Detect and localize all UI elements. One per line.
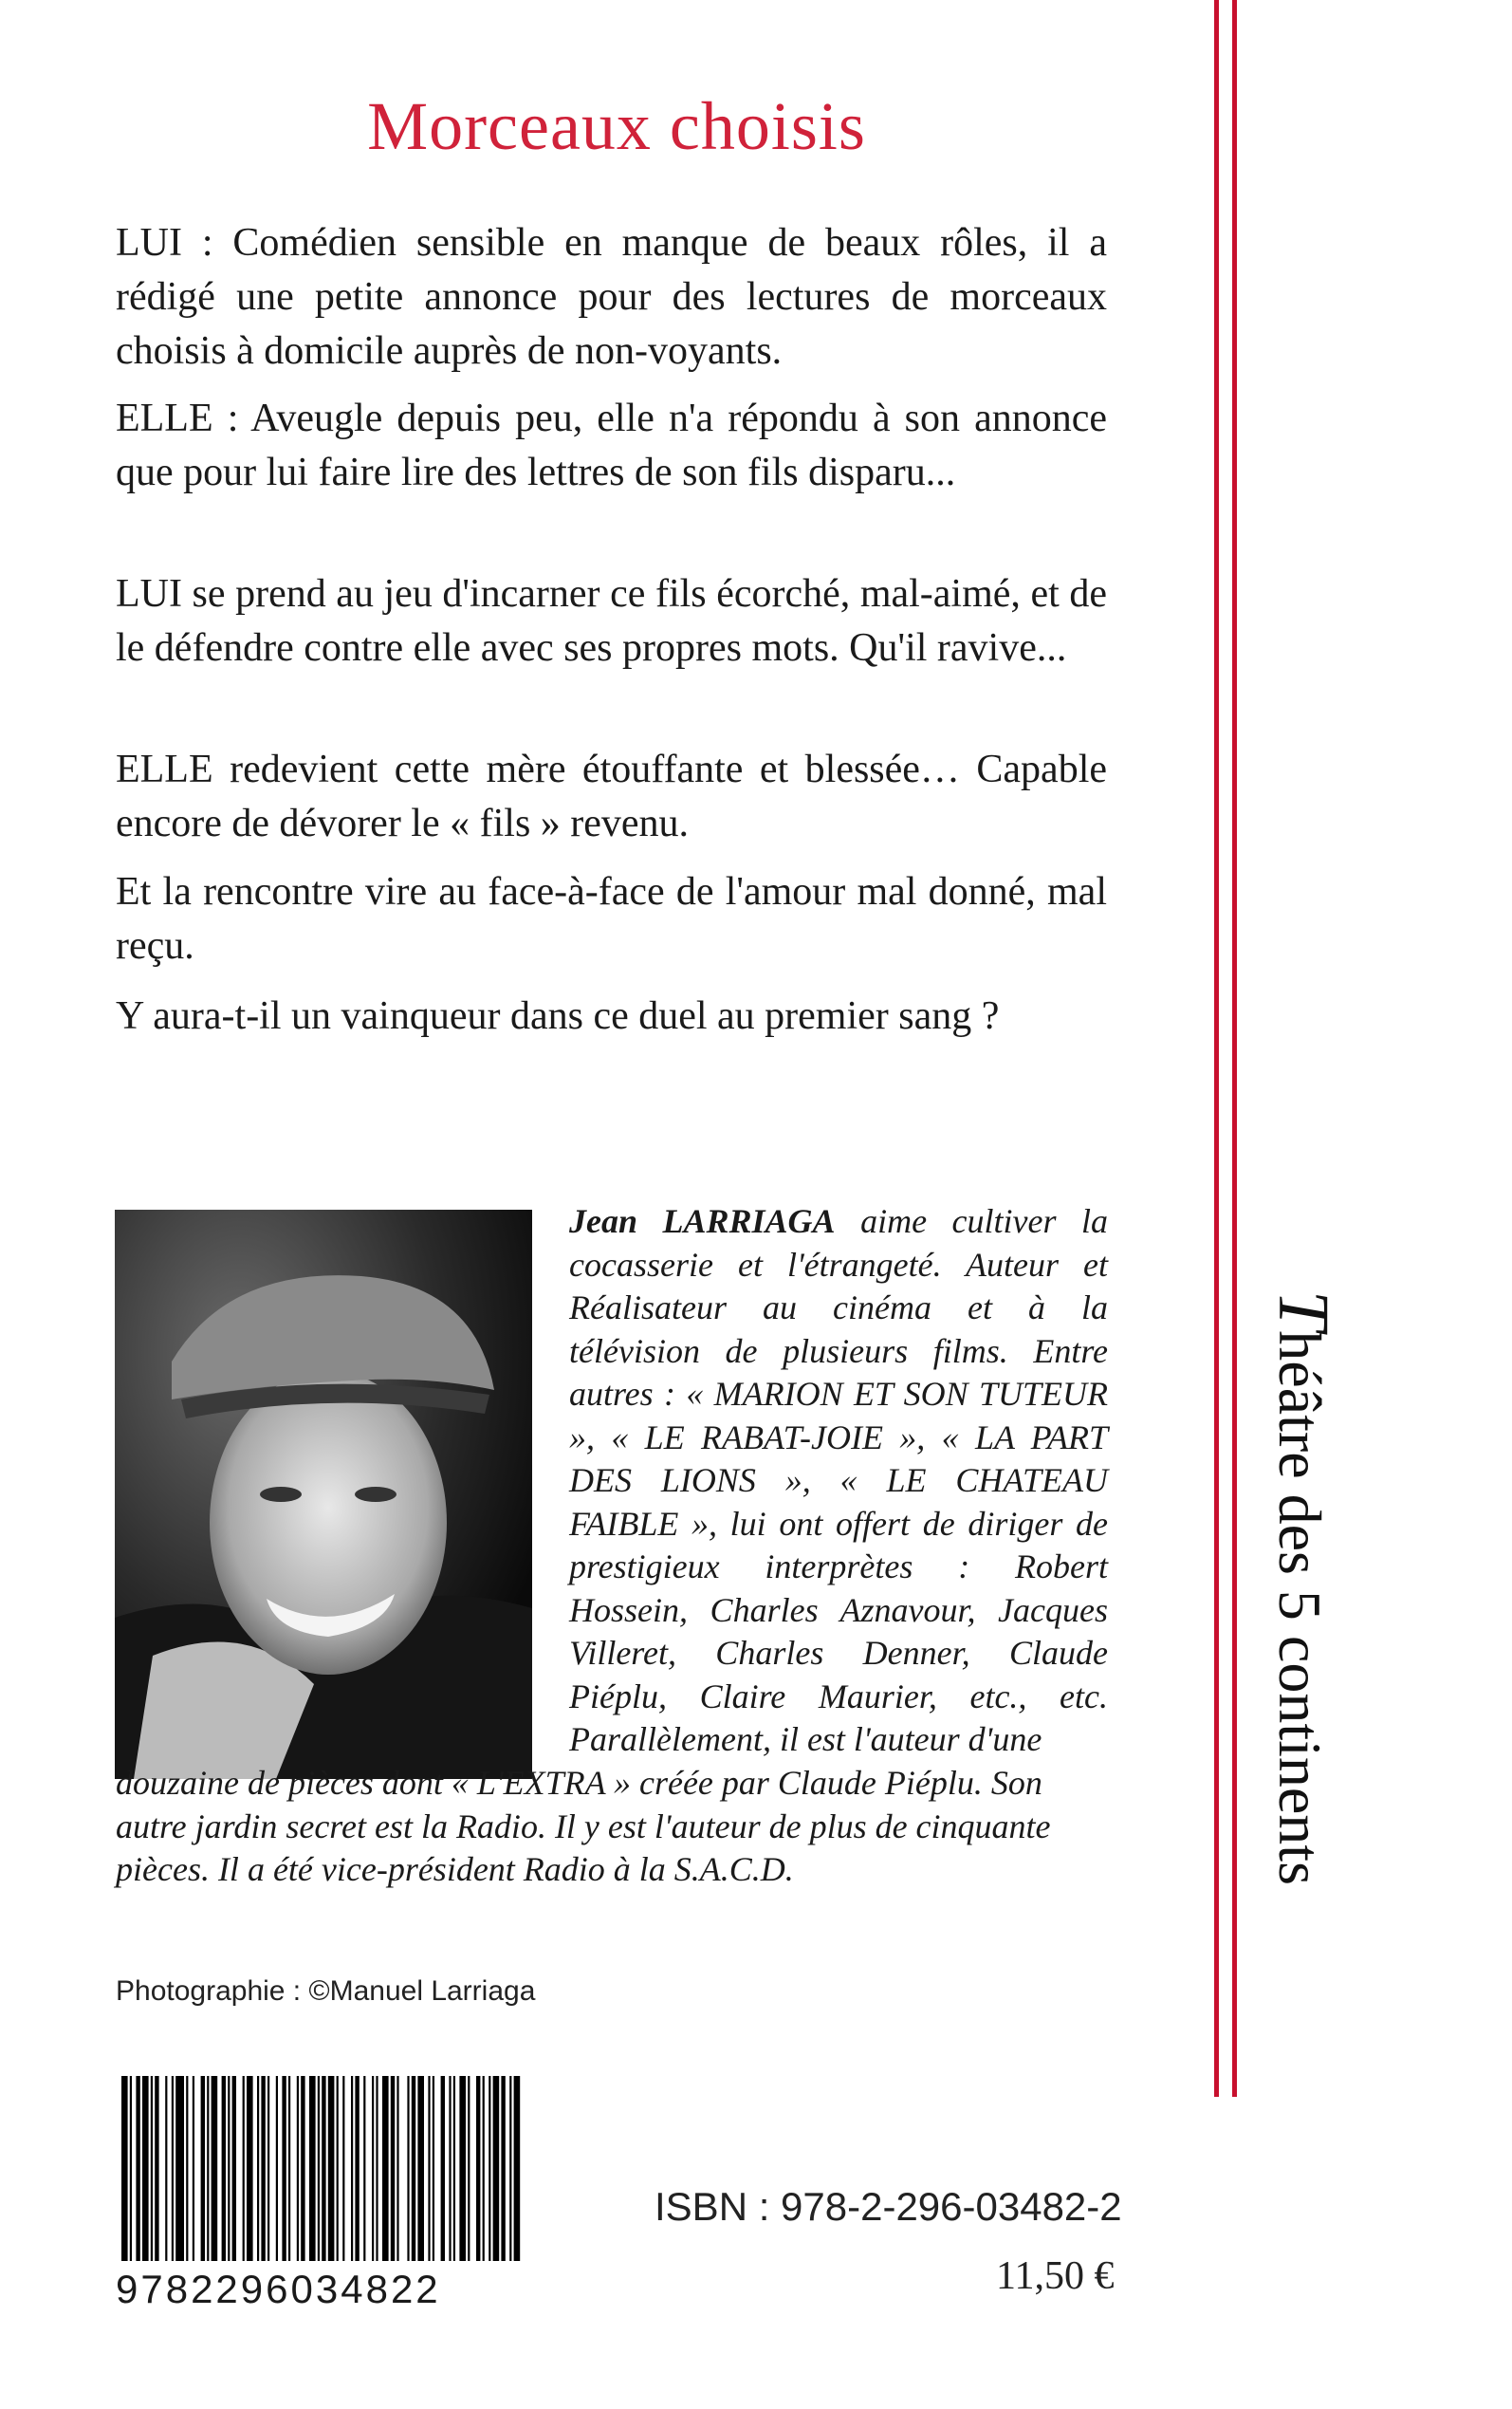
isbn: ISBN : 978-2-296-03482-2	[655, 2184, 1122, 2229]
barcode-number: 9782296034822	[116, 2267, 441, 2311]
blurb-paragraph-3: LUI se prend au jeu d'incarner ce fils écorché, mal-aimé, et de le défendre contre elle avec ses propres mots. Qu'il ravive...	[116, 572, 1107, 670]
author-photo	[115, 1210, 532, 1779]
price: 11,50 €	[996, 2254, 1115, 2298]
barcode-image	[116, 2076, 524, 2261]
red-rule-left	[1214, 0, 1219, 2097]
blurb-paragraph-1: LUI : Comédien sensible en manque de beaux rôles, il a rédigé une petite annonce pour des lectures de morceaux choisis à domicile auprès de non-voyants.	[116, 221, 1107, 373]
red-rules	[1214, 0, 1237, 2097]
blurb-paragraph-6: Y aura-t-il un vainqueur dans ce duel au premier sang ?	[116, 994, 1000, 1038]
series-title	[1263, 1290, 1343, 2097]
blurb-paragraph-4: ELLE redevient cette mère étouffante et blessée… Capable encore de dévorer le « fils » revenu.	[116, 748, 1107, 845]
blurb-paragraph-2: ELLE : Aveugle depuis peu, elle n'a répondu à son annonce que pour lui faire lire des lettres de son fils disparu...	[116, 397, 1107, 494]
author-bio-continued: douzaine de pièces dont « L'EXTRA » créée par Claude Piéplu. Son autre jardin secret est la Radio. Il y est l'auteur de plus de cinquante pièces. Il a été vice-président Radio à la S.A.C.D.	[116, 1764, 1051, 1888]
red-rule-right	[1232, 0, 1237, 2097]
author-bio-text: aime cultiver la cocasserie et l'étrangeté. Auteur et Réalisateur au cinéma et à la télévision de plusieurs films. Entre autres : « MARION ET SON TUTEUR », « LE RABAT-JOIE », « LA PART DES LIONS », « LE CHATEAU FAIBLE », lui ont offert de diriger de prestigieux interprètes : Robert Hossein, Charles Aznavour, Jacques Villeret, Charles Denner, Claude Piéplu, Claire Maurier, etc., etc. Parallèlement, il est l'auteur d'une	[569, 1202, 1108, 1758]
author-name: Jean LARRIAGA	[569, 1202, 836, 1240]
blurb-paragraph-5: Et la rencontre vire au face-à-face de l'amour mal donné, mal reçu.	[116, 870, 1107, 968]
author-portrait-image	[115, 1210, 532, 1779]
author-bio	[569, 1200, 1108, 1762]
series-initial: T	[1263, 1290, 1343, 1331]
series-name: héâtre des 5 continents	[1266, 1330, 1334, 1885]
book-title: Morceaux choisis	[367, 88, 866, 164]
photo-credit: Photographie : ©Manuel Larriaga	[116, 1975, 536, 2007]
